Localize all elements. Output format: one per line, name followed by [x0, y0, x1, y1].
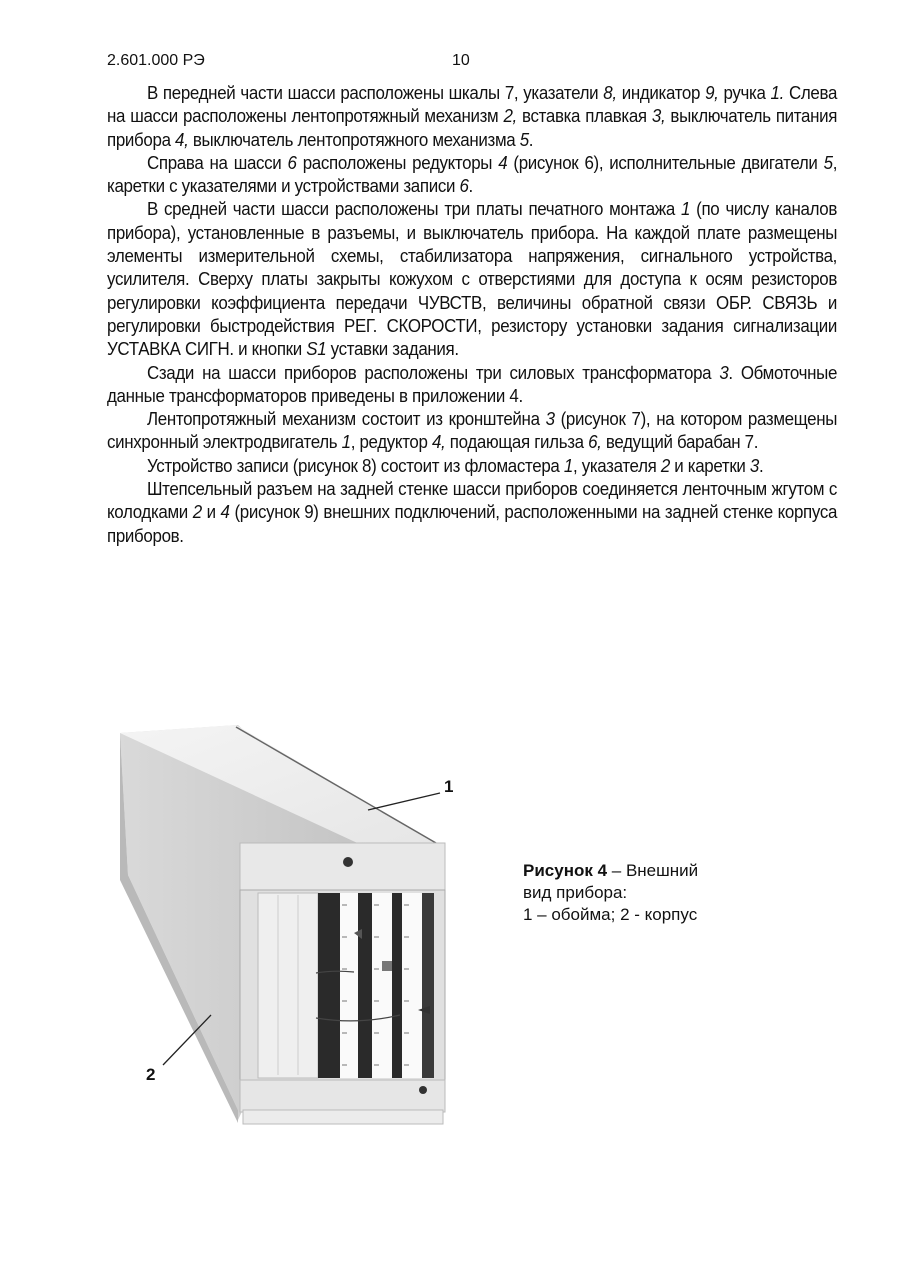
- reference-number: 4,: [431, 432, 446, 453]
- text-run: (по числу каналов прибора), установленные в разъемы, и выключатель прибора. На каждой плате размещены элементы измерительной схемы, стабилизатора напряжения, сигнального устройства, усилителя. Сверху платы закрыты кожухом с отверстиями для доступа к осям резисторов регулировки коэффициента передачи ЧУВСТВ, величины обратной связи ОБР. СВЯЗЬ и регулировки быстродействия РЕГ. СКОРОСТИ, резистору установки задания сигнализации УСТАВКА СИГН. и кнопки: [107, 199, 838, 360]
- document-code: 2.601.000 РЭ: [107, 52, 205, 69]
- text-run: , редуктор: [350, 432, 432, 453]
- reference-number: 3,: [651, 106, 666, 127]
- text-run: вставка плавкая: [516, 106, 652, 127]
- reference-number: 6,: [588, 432, 602, 453]
- reference-number: 3: [719, 362, 729, 383]
- caption-legend: 1 – обойма; 2 - корпус: [523, 905, 698, 924]
- reference-number: 1: [563, 455, 573, 476]
- text-run: Устройство записи (рисунок 8) состоит из фломастера: [146, 455, 564, 476]
- caption-dash: –: [607, 861, 626, 880]
- text-run: выключатель лентопротяжного механизма: [188, 129, 520, 150]
- reference-number: 1: [680, 199, 691, 220]
- body-text: [107, 82, 837, 548]
- reference-number: 6: [287, 152, 297, 173]
- paragraph: [107, 478, 837, 548]
- text-run: (рисунок 9) внешних подключений, расположенными на задней стенке корпуса приборов.: [107, 502, 838, 546]
- page-number: 10: [452, 52, 470, 69]
- paragraph: [107, 82, 837, 152]
- callout-label-2: 2: [146, 1065, 156, 1084]
- reference-number: S1: [306, 339, 327, 360]
- paragraph: [107, 198, 837, 361]
- text-run: (рисунок 6), исполнительные двигатели: [507, 152, 824, 173]
- text-run: Лентопротяжный механизм состоит из кронштейна: [146, 409, 546, 430]
- text-run: расположены редукторы: [296, 152, 499, 173]
- text-run: ручка: [718, 83, 771, 103]
- paragraph: [107, 362, 837, 409]
- text-run: , указателя: [572, 455, 661, 476]
- text-run: ведущий барабан 7.: [601, 432, 759, 453]
- device-photo: [118, 725, 493, 1135]
- text-run: .: [528, 129, 534, 150]
- reference-number: 6: [459, 176, 469, 197]
- text-run: .: [468, 176, 473, 197]
- text-run: Справа на шасси: [146, 152, 288, 173]
- reference-number: 3: [749, 455, 759, 476]
- caption-title-line2: вид прибора:: [523, 883, 628, 902]
- text-run: , каретки с указателями и устройствами записи: [107, 152, 838, 197]
- reference-number: 8,: [603, 83, 617, 103]
- text-run: индикатор: [616, 83, 706, 103]
- figure-label: Рисунок 4: [523, 861, 608, 880]
- text-run: (рисунок 7), на котором размещены синхронный электродвигатель: [107, 409, 838, 453]
- caption-title-line1: Внешний: [625, 861, 699, 880]
- reference-number: 1.: [770, 83, 785, 103]
- text-run: выключатель питания прибора: [107, 106, 838, 150]
- page-header: [107, 52, 847, 74]
- paragraph: [107, 408, 837, 455]
- text-run: В передней части шасси расположены шкалы 7, указатели: [146, 83, 604, 103]
- reference-number: 2,: [503, 106, 517, 127]
- reference-number: 2: [660, 455, 670, 476]
- text-run: Слева на шасси расположены лентопротяжный механизм: [107, 83, 838, 127]
- text-run: .: [758, 455, 764, 476]
- reference-number: 4: [498, 152, 508, 173]
- paragraph: [107, 152, 837, 199]
- reference-number: 9,: [705, 83, 719, 103]
- text-run: уставки задания.: [326, 339, 459, 360]
- text-run: В средней части шасси расположены три платы печатного монтажа: [146, 199, 681, 220]
- paragraph: [107, 455, 837, 478]
- reference-number: 4,: [175, 129, 189, 150]
- reference-number: 1: [341, 432, 351, 453]
- reference-number: 5: [823, 152, 833, 173]
- text-run: и каретки: [669, 455, 750, 476]
- text-run: и: [201, 502, 221, 523]
- callout-label-1: 1: [444, 777, 454, 796]
- text-run: Штепсельный разъем на задней стенке шасси приборов соединяется ленточным жгутом с колодками: [107, 479, 838, 523]
- text-run: Сзади на шасси приборов расположены три силовых трансформатора: [146, 362, 720, 383]
- text-run: подающая гильза: [445, 432, 589, 453]
- reference-number: 3: [545, 409, 555, 430]
- reference-number: 4: [220, 502, 230, 523]
- figure-caption: [523, 860, 698, 926]
- text-run: . Обмоточные данные трансформаторов приведены в приложении 4.: [107, 362, 838, 406]
- reference-number: 5: [519, 129, 529, 150]
- reference-number: 2: [192, 502, 202, 523]
